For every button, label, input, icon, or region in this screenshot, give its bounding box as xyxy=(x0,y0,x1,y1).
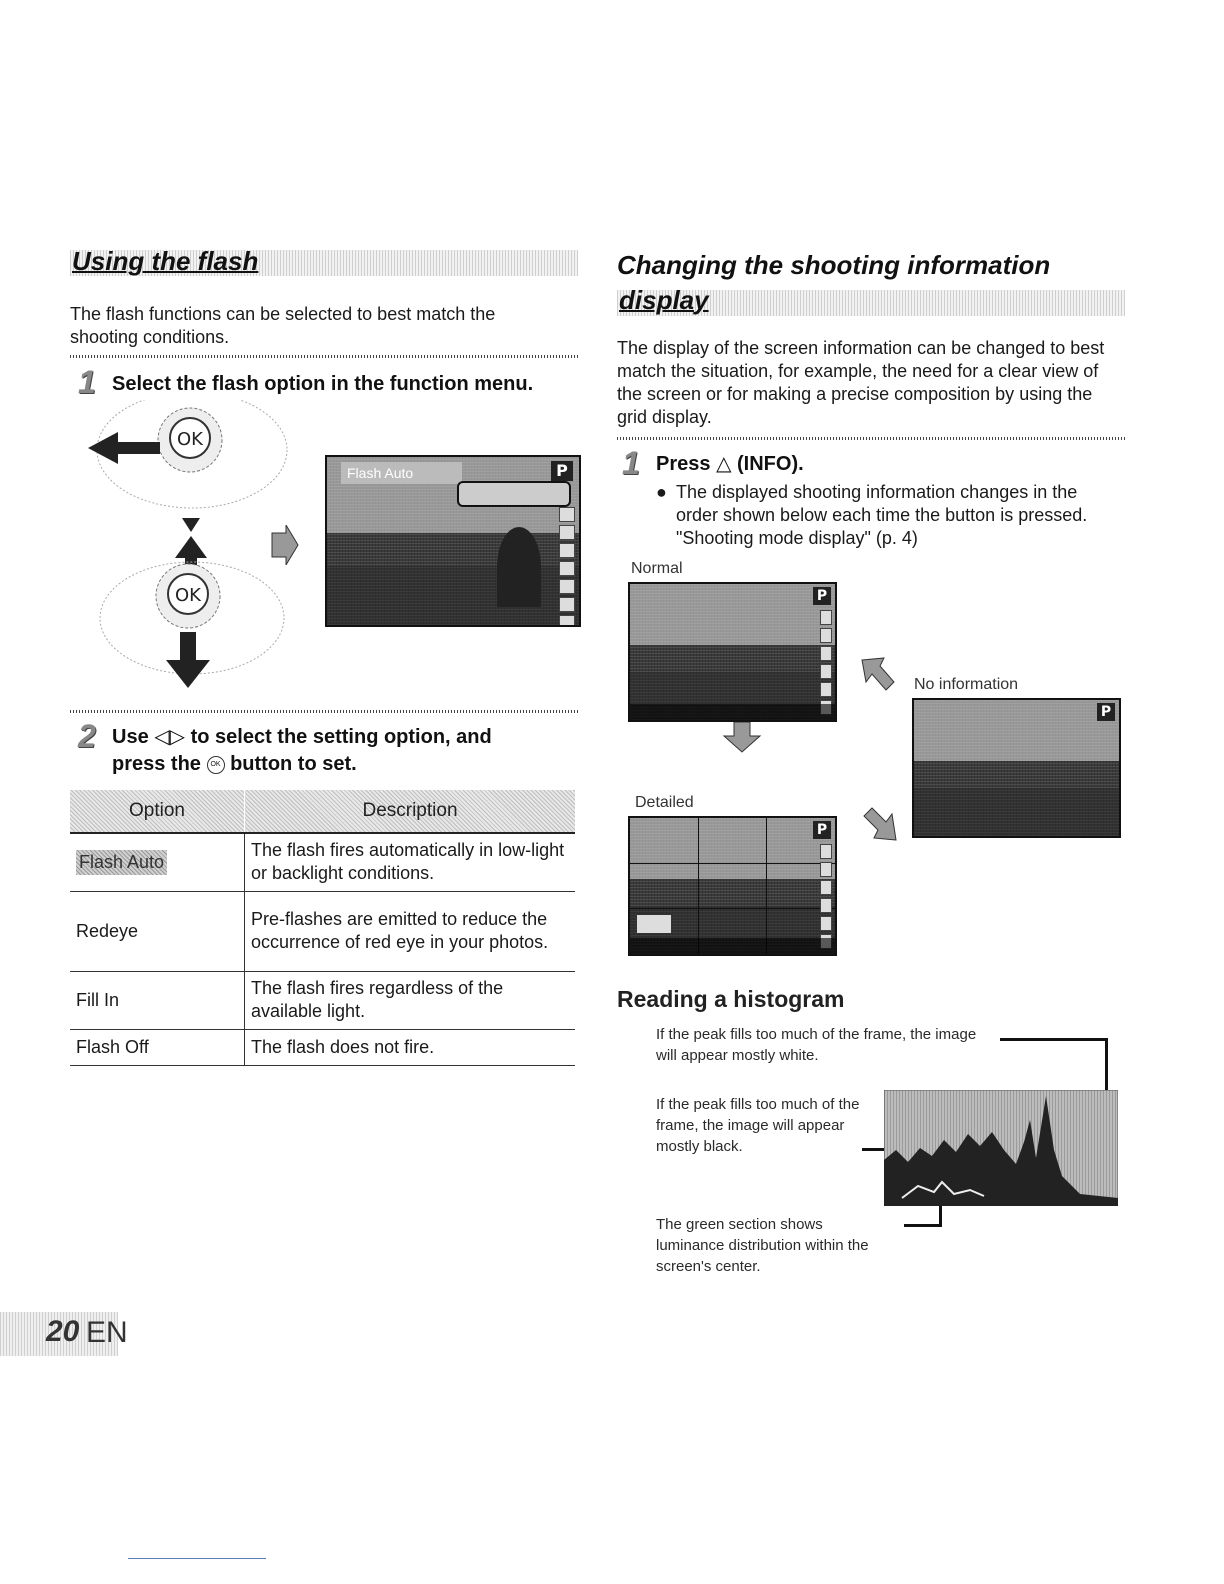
histogram-section-title: Reading a histogram xyxy=(617,986,845,1012)
display-step-1-text xyxy=(656,451,804,478)
label-detailed: Detailed xyxy=(635,794,694,811)
flash-cone xyxy=(497,527,541,607)
mode-p-badge: P xyxy=(1097,703,1115,721)
step-2-line1: to select the setting option, and xyxy=(190,726,492,748)
display-bullet xyxy=(656,481,1101,550)
description-cell: Pre-flashes are emitted to reduce the occurrence of red eye in your photos. xyxy=(245,891,576,971)
flash-section-title: Using the flash xyxy=(72,246,259,276)
table-row xyxy=(70,891,575,971)
info-label: (INFO). xyxy=(737,453,804,475)
note-mostly-black: If the peak fills too much of the frame, the image will appear mostly black. xyxy=(656,1096,860,1155)
option-flash-auto: Flash Auto xyxy=(76,850,167,875)
table-header-row xyxy=(70,790,575,833)
arrow-up-left-icon xyxy=(860,806,900,842)
table-row xyxy=(70,833,575,891)
ok-label-top: OK xyxy=(177,429,203,450)
step-1-text: Select the flash option in the function menu. xyxy=(112,373,534,395)
ok-button-icon: OK xyxy=(207,756,225,774)
leader-line xyxy=(1105,1038,1108,1092)
table-row xyxy=(70,1029,575,1065)
bullet-icon: ● xyxy=(656,482,667,502)
option-fill-in: Fill In xyxy=(70,971,245,1029)
histogram-graphic xyxy=(884,1090,1118,1206)
footer-rule xyxy=(128,1558,266,1559)
display-step-1-number: 1 xyxy=(622,445,640,481)
note-mostly-white: If the peak fills too much of the frame, the image will appear mostly white. xyxy=(656,1026,977,1064)
flash-menu-screen xyxy=(325,455,581,627)
table-row xyxy=(70,971,575,1029)
step-2-number: 2 xyxy=(78,718,96,754)
step-2-line2: button to set. xyxy=(230,753,357,775)
description-cell: The flash fires automatically in low-light or backlight conditions. xyxy=(245,833,576,891)
mode-p-badge: P xyxy=(813,587,831,605)
flash-auto-menu-label: Flash Auto xyxy=(341,462,462,484)
screen-detailed xyxy=(628,816,837,956)
mode-p-badge: P xyxy=(813,821,831,839)
mini-histogram xyxy=(636,914,672,934)
press-label: Press xyxy=(656,453,711,475)
label-normal: Normal xyxy=(631,560,683,577)
description-cell: The flash fires regardless of the available light. xyxy=(245,971,576,1029)
step-2-text xyxy=(112,724,572,778)
left-right-arrows-icon: ◁▷ xyxy=(154,726,186,748)
option-redeye: Redeye xyxy=(70,891,245,971)
arrow-right-icon xyxy=(270,525,300,565)
display-section-title-line2: display xyxy=(619,285,709,315)
arrow-up-right-icon xyxy=(858,656,898,692)
divider xyxy=(70,710,578,713)
arrow-down-icon xyxy=(722,722,762,754)
option-flash-off: Flash Off xyxy=(70,1029,245,1065)
up-triangle-icon: △ xyxy=(716,453,732,475)
screen-no-information xyxy=(912,698,1121,838)
label-no-information: No information xyxy=(914,676,1019,693)
ok-label-bottom: OK xyxy=(175,585,201,606)
flash-options-strip xyxy=(457,481,571,507)
flash-intro: The flash functions can be selected to best match the shooting conditions. xyxy=(70,304,496,347)
leader-line xyxy=(904,1224,942,1227)
step-2-press: press the xyxy=(112,753,201,775)
divider xyxy=(617,437,1125,440)
bullet-text: The displayed shooting information changes in the order shown below each time the button is pressed. "Shooting mode display" (p. 4) xyxy=(676,482,1088,548)
table-header-option: Option xyxy=(70,790,245,833)
flash-options-table xyxy=(70,790,575,1066)
step-1-number: 1 xyxy=(78,364,96,400)
mode-p-badge: P xyxy=(551,461,573,481)
table-header-description: Description xyxy=(245,790,576,833)
display-section-title-line1: Changing the shooting information xyxy=(617,250,1051,280)
note-green-section: The green section shows luminance distribution within the screen's center. xyxy=(656,1216,869,1275)
leader-line xyxy=(1000,1038,1108,1041)
divider xyxy=(70,355,578,358)
description-cell: The flash does not fire. xyxy=(245,1029,576,1065)
page-language: EN xyxy=(86,1316,128,1349)
step-2-use: Use xyxy=(112,726,149,748)
page-number: 20 xyxy=(46,1315,80,1348)
screen-normal xyxy=(628,582,837,722)
display-intro: The display of the screen information can be changed to best match the situation, for example, the need for a clear view of the screen or for making a precise composition by using the grid display. xyxy=(617,338,1105,427)
